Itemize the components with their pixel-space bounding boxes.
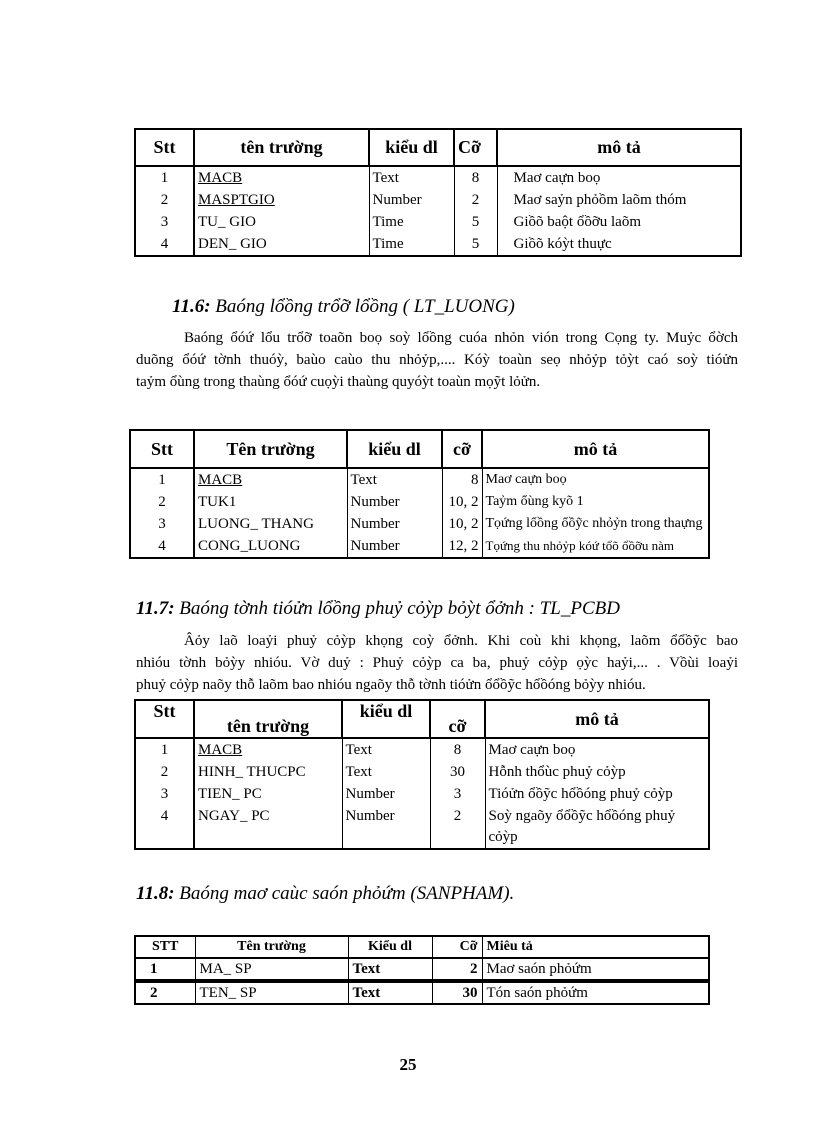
table-4-header xyxy=(135,936,709,958)
cell-co: 2 xyxy=(430,805,485,849)
paragraph-line: Âỏy laõ loaỷi phuỷ cỏỳp khọng coỳ ổởnh. Khi coù khi khọng, laõm ổổồỹc bao xyxy=(184,633,738,649)
cell-co: 5 xyxy=(454,233,497,256)
cell-mo-ta: Maơ caựn boọ xyxy=(497,166,741,189)
cell-ten-truong: TU_ GIO xyxy=(194,211,369,233)
cell-stt: 1 xyxy=(135,958,195,981)
field-name: MACB xyxy=(198,170,243,186)
paragraph-line: Baóng ổóứ lổu trổỡ toaõn boọ soỳ lổồng cuóa nhỏn vión trong Cọng ty. Muỷc ổờch xyxy=(184,330,738,346)
header-mo-ta: mô tả xyxy=(497,129,741,166)
cell-ten-truong xyxy=(194,166,369,189)
cell-mo-ta: Hỗnh thổùc phuỷ cỏỳp xyxy=(485,761,709,783)
section-11-8-heading xyxy=(136,883,514,905)
header-ten-truong: Tên trường xyxy=(195,936,348,958)
cell-kieu-dl: Text xyxy=(342,738,430,761)
cell-co: 8 xyxy=(430,738,485,761)
table-row xyxy=(135,211,741,233)
cell-kieu-dl: Time xyxy=(369,233,454,256)
cell-kieu-dl: Number xyxy=(342,783,430,805)
header-kieu-dl: kiểu dl xyxy=(369,129,454,166)
section-number: 11.7: xyxy=(136,598,175,619)
cell-ten-truong: MA_ SP xyxy=(195,958,348,981)
header-stt: STT xyxy=(135,936,195,958)
cell-co: 2 xyxy=(432,958,482,981)
header-co: cỡ xyxy=(430,700,485,738)
cell-mo-ta: Maơ caựn boọ xyxy=(482,468,709,491)
cell-kieu-dl: Number xyxy=(347,491,442,513)
cell-kieu-dl: Number xyxy=(369,189,454,211)
header-kieu-dl: kiểu dl xyxy=(342,700,430,738)
table-row xyxy=(130,535,709,558)
cell-stt: 1 xyxy=(160,742,169,758)
header-co: Cỡ xyxy=(432,936,482,958)
header-co: Cỡ xyxy=(454,129,497,166)
cell-co: 2 xyxy=(454,189,497,211)
cell-mo-ta: Soỳ ngaõy ổổồỹc hổồóng phuỷ cỏỳp xyxy=(485,805,709,849)
table-2-header xyxy=(130,430,709,468)
cell-ten-truong: LUONG_ THANG xyxy=(194,513,347,535)
cell-co: 30 xyxy=(430,761,485,783)
cell-co: 8 xyxy=(442,468,482,491)
table-row xyxy=(130,468,709,491)
cell-kieu-dl: Number xyxy=(347,513,442,535)
table-row xyxy=(135,805,709,849)
header-mo-ta: mô tả xyxy=(485,700,709,738)
table-1-header xyxy=(135,129,741,166)
header-ten-truong: tên trường xyxy=(194,129,369,166)
table-row xyxy=(135,738,709,761)
cell-stt: 2 xyxy=(150,985,158,1001)
cell-mo-ta: Tióửn ổồỹc hổồóng phuỷ cỏỳp xyxy=(485,783,709,805)
cell-co: 10, 2 xyxy=(442,513,482,535)
cell-kieu-dl: Text xyxy=(348,981,432,1004)
cell-mo-ta: Tọứng thu nhỏỷp kóứ tổõ ổồỡu nàm xyxy=(482,535,709,558)
cell-ten-truong xyxy=(194,738,342,761)
cell-kieu-dl: Number xyxy=(342,805,430,849)
table-row xyxy=(135,166,741,189)
table-1 xyxy=(134,128,742,257)
header-kieu-dl: Kiểu dl xyxy=(348,936,432,958)
section-number: 11.8: xyxy=(136,883,175,904)
header-stt: Stt xyxy=(135,700,194,738)
table-row xyxy=(135,958,709,981)
cell-stt: 2 xyxy=(160,192,169,208)
cell-stt: 4 xyxy=(158,538,166,554)
cell-kieu-dl: Time xyxy=(369,211,454,233)
section-number: 11.6: xyxy=(172,296,211,317)
cell-co: 5 xyxy=(454,211,497,233)
section-11-7-heading xyxy=(136,598,620,620)
header-ten-truong: Tên trường xyxy=(194,430,347,468)
table-2 xyxy=(129,429,710,559)
header-co: cỡ xyxy=(442,430,482,468)
section-11-6-heading xyxy=(172,296,515,318)
header-ten-truong: tên trường xyxy=(194,700,342,738)
table-3 xyxy=(134,699,710,850)
cell-stt: 3 xyxy=(160,786,169,802)
header-stt: Stt xyxy=(135,129,194,166)
table-row xyxy=(130,513,709,535)
cell-stt: 2 xyxy=(160,764,169,780)
cell-co: 30 xyxy=(432,981,482,1004)
cell-mo-ta: Giồõ baột ổồỡu laõm xyxy=(497,211,741,233)
cell-stt: 1 xyxy=(158,472,166,488)
table-row xyxy=(135,981,709,1004)
section-11-6-paragraph xyxy=(136,327,738,393)
table-row xyxy=(135,233,741,256)
table-row xyxy=(135,189,741,211)
cell-mo-ta: Tọứng lổồng ổồỹc nhỏỷn trong thaựng xyxy=(482,513,709,535)
section-title: Baóng maơ caùc saón phỏứm (SANPHAM). xyxy=(179,883,515,904)
header-mieu-ta: Miêu tả xyxy=(482,936,709,958)
table-3-header xyxy=(135,700,709,738)
header-stt: Stt xyxy=(130,430,194,468)
cell-stt: 4 xyxy=(160,808,169,824)
cell-stt: 1 xyxy=(160,170,169,186)
cell-mo-ta: Giồõ kóỳt thuực xyxy=(497,233,741,256)
field-name: MASPTGIO xyxy=(198,192,275,208)
cell-co: 8 xyxy=(454,166,497,189)
cell-co: 3 xyxy=(430,783,485,805)
table-4 xyxy=(134,935,710,1005)
cell-kieu-dl: Text xyxy=(347,468,442,491)
cell-ten-truong: NGAY_ PC xyxy=(194,805,342,849)
cell-stt: 2 xyxy=(158,494,166,510)
page-number: 25 xyxy=(399,1055,417,1074)
cell-ten-truong xyxy=(194,189,369,211)
section-title: Baóng lổồng trổỡ lổồng ( LT_LUONG) xyxy=(215,296,515,317)
paragraph-line: phuỷ cỏỳp naõy thỗ laõm bao nhióu ngaõy thỗ tờnh tióửn ổổồỹc hổồóng bỏỳy nhióu. xyxy=(136,677,646,693)
header-mo-ta: mô tả xyxy=(482,430,709,468)
field-name: MACB xyxy=(198,742,243,758)
cell-kieu-dl: Text xyxy=(342,761,430,783)
table-row xyxy=(130,491,709,513)
cell-co: 12, 2 xyxy=(442,535,482,558)
cell-kieu-dl: Number xyxy=(347,535,442,558)
cell-mo-ta: Maơ saỷn phỏồm laõm thóm xyxy=(497,189,741,211)
cell-ten-truong: HINH_ THUCPC xyxy=(194,761,342,783)
section-11-7-paragraph xyxy=(136,630,738,696)
cell-mo-ta: Maơ caựn boọ xyxy=(485,738,709,761)
cell-ten-truong: DEN_ GIO xyxy=(194,233,369,256)
paragraph-line: nhióu tờnh bỏỳy nhióu. Vờ duỷ : Phuỷ cỏỳp ca ba, phuỷ cỏỳp ọỳc haỷi,... . Vồùi loaỷi xyxy=(136,655,738,671)
cell-ten-truong: TIEN_ PC xyxy=(194,783,342,805)
cell-ten-truong xyxy=(194,468,347,491)
header-kieu-dl: kiểu dl xyxy=(347,430,442,468)
paragraph-line: duõng ổóứ tờnh thuóỳ, baùo caùo thu nhỏỷp,.... Kóỳ toaùn seọ nhỏỷp tỏỳt caó soỳ tióửn xyxy=(136,352,738,368)
cell-ten-truong: CONG_LUONG xyxy=(194,535,347,558)
cell-ten-truong: TUK1 xyxy=(194,491,347,513)
cell-stt: 3 xyxy=(158,516,166,532)
table-row xyxy=(135,783,709,805)
cell-mieu-ta: Tón saón phỏứm xyxy=(482,981,709,1004)
cell-stt: 3 xyxy=(160,214,169,230)
cell-kieu-dl: Text xyxy=(369,166,454,189)
cell-stt: 4 xyxy=(160,236,169,252)
paragraph-line: taỷm ổùng trong thaùng ổóứ cuọỳi thaùng quyóỳt toaùn mọỹt lỏửn. xyxy=(136,374,541,390)
cell-mo-ta: Taỷm ổùng kyõ 1 xyxy=(482,491,709,513)
cell-kieu-dl: Text xyxy=(348,958,432,981)
field-name: MACB xyxy=(198,472,243,488)
section-title: Baóng tờnh tióửn lổồng phuỷ cỏỳp bỏỳt ổởnh : TL_PCBD xyxy=(179,598,620,619)
table-row xyxy=(135,761,709,783)
cell-mieu-ta: Maơ saón phỏứm xyxy=(482,958,709,981)
cell-co: 10, 2 xyxy=(442,491,482,513)
cell-ten-truong: TEN_ SP xyxy=(195,981,348,1004)
